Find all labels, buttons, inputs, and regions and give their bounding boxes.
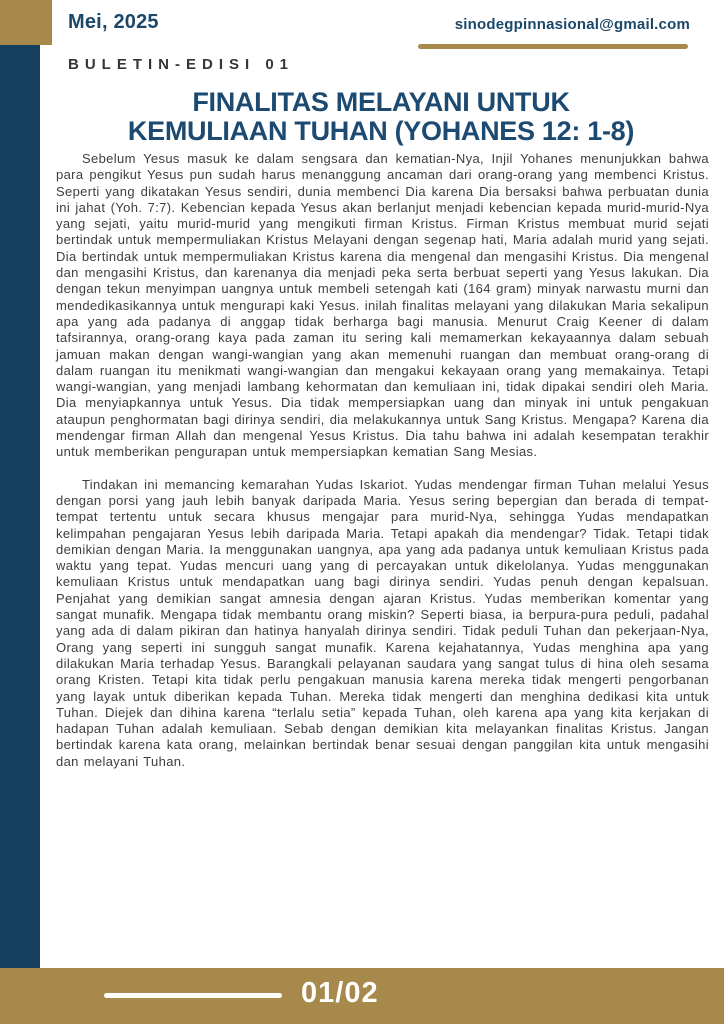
article-body — [56, 151, 709, 770]
footer-decorative-line — [104, 993, 282, 998]
article-paragraph-1: Sebelum Yesus masuk ke dalam sengsara dan kematian-Nya, Injil Yohanes menunjukkan bahwa para pengikut Yesus pun sudah harus menanggung ancaman dari orang-orang yang membenci Kristus. Seperti yang dikatakan Yesus sendiri, dunia membenci Dia karena Dia bersaksi bahwa perbuatan dunia ini jahat (Yoh. 7:7). Kebencian kepada Yesus akan berlanjut menjadi kebencian kepada murid-murid-Nya yang sejati, yaitu murid-murid yang mengikuti firman Kristus. Firman Kristus membuat murid sejati bertindak untuk mempermuliakan Kristus Melayani dengan segenap hati, Maria adalah murid yang sejati. Dia bertindak untuk mempermuliakan Kristus karena dia mengenal dan mengasihi Kristus. Dia mengenal dan mengasihi Kristus, dan karenanya dia menjadi peka serta berbuat seperti yang Yesus lakukan. Dia dengan tekun menyimpan uangnya untuk membeli setengah kati (164 gram) minyak narwastu murni dan mendedikasikannya untuk mengurapi kaki Yesus. inilah finalitas melayani yang dilakukan Maria sekalipun apa yang ada padanya di anggap tidak berharga bagi manusia. Menurut Craig Keener di dalam tafsirannya, orang-orang kaya pada zaman itu sering kali memamerkan kekayaannya dalam sebuah jamuan makan dengan wangi-wangian yang akan memenuhi ruangan dan membuat orang-orang di dalam ruangan itu menikmati wangi-wangian dan mengakui kekayaan orang yang memakainya. Tetapi wangi-wangian, yang menjadi lambang kehormatan dan kemuliaan ini, tidak dipakai sendiri oleh Maria. Dia menyiapkannya untuk Yesus. Dia tidak mempersiapkan uang dan minyak ini untuk pengakuan ataupun penghormatan bagi dirinya sendiri, dia melakukannya untuk Sang Kristus. Mengapa? Karena dia mendengar firman Allah dan mengenal Yesus Kristus. Dia tahu bahwa ini adalah kesempatan terakhir untuk memberikan pengurapan untuk mempersiapkan kematian Sang Mesias. — [56, 151, 710, 460]
article-paragraph-2: Tindakan ini memancing kemarahan Yudas Iskariot. Yudas mendengar firman Tuhan melalui Yesus dengan porsi yang jauh lebih banyak daripada Maria. Yesus sering bepergian dan berada di tempat-tempat tertentu untuk secara khusus mengajar para murid-Nya, sehingga Yudas mendapatkan kelimpahan pengajaran Yesus lebih daripada Maria. Tetapi apakah dia mendengar? Tidak. Tetapi tidak demikian dengan Maria. Ia menggunakan uangnya, apa yang ada padanya untuk kemuliaan Kristus pada waktu yang tepat. Yudas mencuri uang yang di percayakan untuk dikelolanya. Yudas menggunakan kemuliaan Kristus untuk mendapatkan uang bagi dirinya sendiri. Yudas penuh dengan kepalsuan. Penjahat yang demikian sangat amnesia dengan ajaran Kristus. Yudas memberikan komentar yang sangat munafik. Mengapa tidak membantu orang miskin? Seperti biasa, ia berpura-pura peduli, padahal yang ada di dalam pikiran dan hatinya hanyalah dirinya sendiri. Tidak peduli Tuhan dan pekerjaan-Nya, Orang yang seperti ini sungguh sangat munafik. Karena kejahatannya, Yudas menghina apa yang dilakukan Maria terhadap Yesus. Barangkali pelayanan saudara yang sangat tulus di hina oleh sesama orang Kristen. Tetapi kita tidak perlu pengakuan manusia karena mereka tidak mengerti pengorbanan yang layak untuk diberikan kepada Tuhan. Mereka tidak mengerti dan menghina dedikasi kita untuk Tuhan. Diejek dan dihina karena “terlalu setia” kepada Tuhan, oleh karena apa yang kita kerjakan di hadapan Tuhan adalah kemuliaan. Sebab dengan demikian kita melayankan finalitas Kristus. Jangan bertindak karena kata orang, melainkan bertindak benar sesuai dengan panggilan kita untuk mengasihi dan melayani Tuhan. — [56, 476, 709, 769]
corner-accent-square — [0, 0, 52, 45]
header-email: sinodegpinnasional@gmail.com — [454, 16, 690, 33]
page-indicator: 01/02 — [301, 977, 379, 1009]
page-title-line2: KEMULIAAN TUHAN (YOHANES 12: 1-8) — [127, 116, 635, 146]
header-date: Mei, 2025 — [68, 11, 159, 33]
footer-bar — [0, 968, 724, 1024]
edition-label: BULETIN-EDISI 01 — [68, 56, 295, 73]
page-title — [50, 88, 712, 146]
left-accent-stripe — [0, 45, 40, 968]
page-title-line1: FINALITAS MELAYANI UNTUK — [192, 87, 570, 117]
email-underline-rule — [418, 44, 688, 49]
